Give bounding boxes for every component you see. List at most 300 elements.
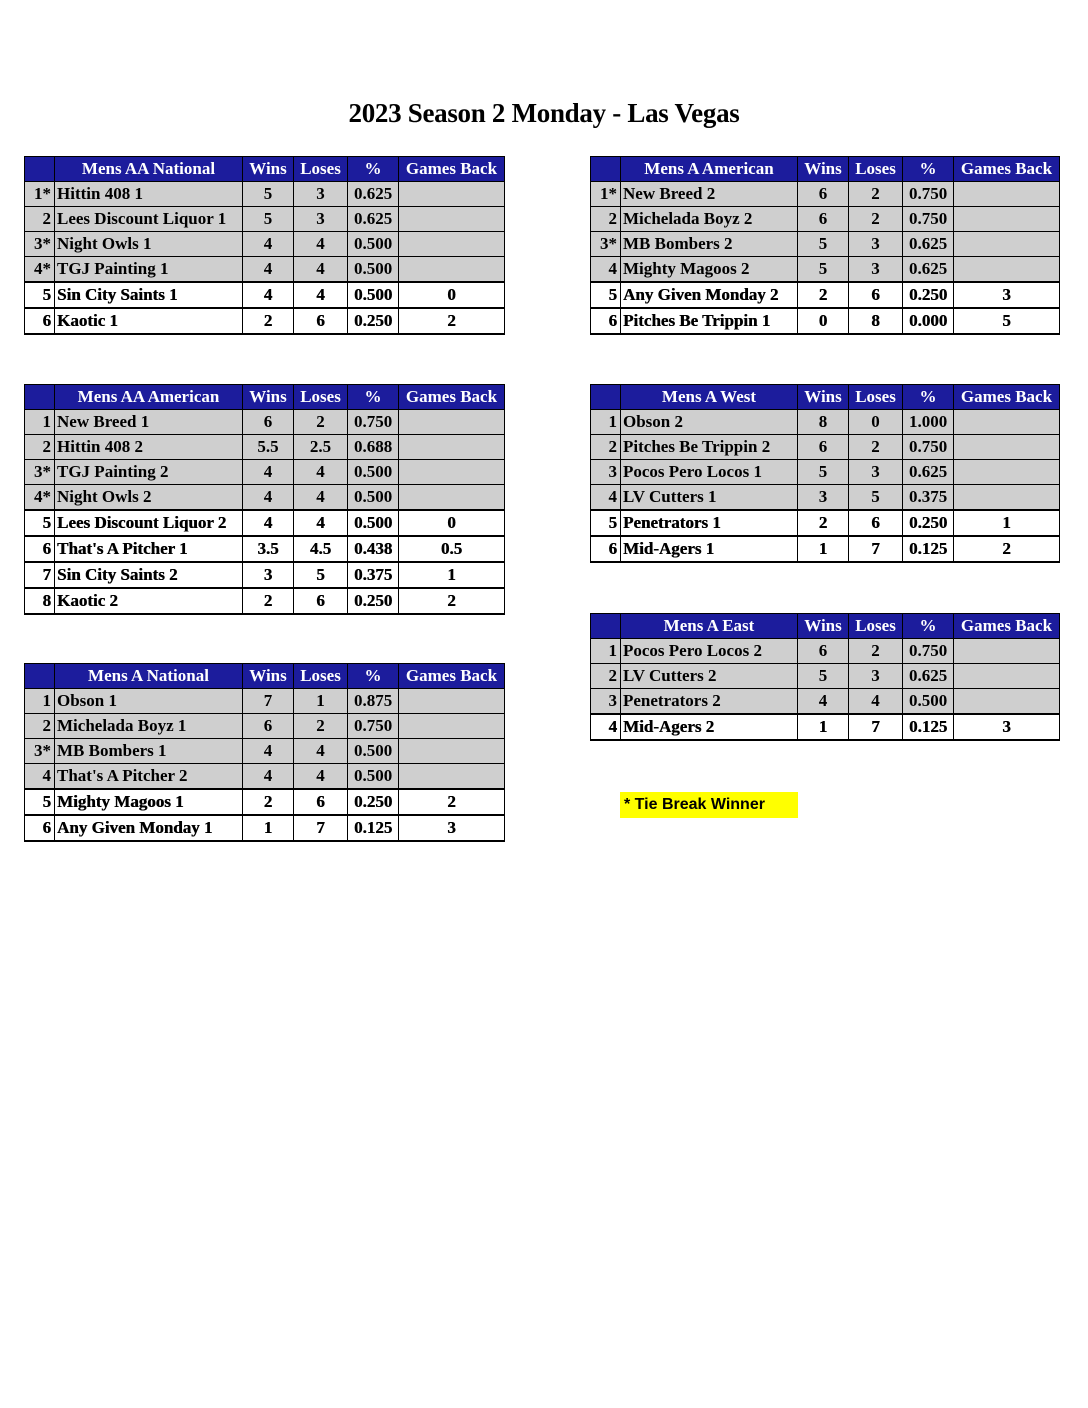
header-loses: Loses [849, 385, 903, 410]
games-back-cell [954, 257, 1060, 283]
rank-cell: 3* [25, 739, 55, 764]
table-header-row [591, 157, 1060, 182]
wins-cell: 5 [798, 460, 849, 485]
header-loses: Loses [849, 157, 903, 182]
wins-cell: 1 [798, 714, 849, 740]
loses-cell: 3 [294, 182, 348, 207]
pct-cell: 0.625 [348, 207, 399, 232]
standings-table-mens-aa-national [24, 156, 505, 335]
rank-cell: 2 [591, 664, 621, 689]
table-row [591, 435, 1060, 460]
pct-cell: 0.375 [903, 485, 954, 511]
wins-cell: 4 [798, 689, 849, 715]
loses-cell: 2 [849, 207, 903, 232]
pct-cell: 0.500 [348, 232, 399, 257]
team-name-cell: Hittin 408 1 [55, 182, 243, 207]
loses-cell: 4 [294, 282, 348, 308]
team-name-cell: Obson 2 [621, 410, 798, 435]
loses-cell: 7 [294, 815, 348, 841]
pct-cell: 0.375 [348, 562, 399, 588]
table-row [591, 510, 1060, 536]
header-rank [25, 157, 55, 182]
team-name-cell: Michelada Boyz 2 [621, 207, 798, 232]
games-back-cell [399, 460, 505, 485]
pct-cell: 0.250 [903, 282, 954, 308]
loses-cell: 7 [849, 714, 903, 740]
rank-cell: 3* [591, 232, 621, 257]
rank-cell: 6 [25, 815, 55, 841]
rank-cell: 3* [25, 460, 55, 485]
header-division: Mens A American [621, 157, 798, 182]
header-division: Mens AA National [55, 157, 243, 182]
wins-cell: 4 [243, 739, 294, 764]
table-row [25, 282, 505, 308]
wins-cell: 3 [243, 562, 294, 588]
team-name-cell: Any Given Monday 1 [55, 815, 243, 841]
loses-cell: 3 [849, 232, 903, 257]
wins-cell: 2 [798, 510, 849, 536]
games-back-cell [954, 485, 1060, 511]
table-header-row [591, 385, 1060, 410]
table-row [25, 714, 505, 739]
rank-cell: 2 [591, 435, 621, 460]
team-name-cell: Mighty Magoos 2 [621, 257, 798, 283]
rank-cell: 2 [25, 435, 55, 460]
wins-cell: 3 [798, 485, 849, 511]
loses-cell: 6 [294, 308, 348, 334]
games-back-cell [954, 460, 1060, 485]
table-row [25, 739, 505, 764]
games-back-cell [399, 764, 505, 790]
standings-table-mens-a-east [590, 613, 1060, 741]
header-wins: Wins [798, 157, 849, 182]
wins-cell: 5 [243, 182, 294, 207]
rank-cell: 5 [25, 282, 55, 308]
table-row [25, 308, 505, 334]
loses-cell: 7 [849, 536, 903, 562]
pct-cell: 0.500 [348, 460, 399, 485]
team-name-cell: Kaotic 1 [55, 308, 243, 334]
standings-table-mens-a-american [590, 156, 1060, 335]
table-row [25, 764, 505, 790]
header-wins: Wins [798, 614, 849, 639]
header-division: Mens A National [55, 664, 243, 689]
team-name-cell: Penetrators 2 [621, 689, 798, 715]
wins-cell: 4 [243, 764, 294, 790]
games-back-cell: 0 [399, 510, 505, 536]
table-header-row [25, 157, 505, 182]
pct-cell: 0.750 [348, 714, 399, 739]
table-row [25, 588, 505, 614]
rank-cell: 1 [591, 410, 621, 435]
table-row [591, 182, 1060, 207]
games-back-cell: 1 [399, 562, 505, 588]
rank-cell: 5 [591, 282, 621, 308]
header-games-back: Games Back [399, 157, 505, 182]
table-row [25, 410, 505, 435]
loses-cell: 3 [849, 460, 903, 485]
pct-cell: 0.500 [348, 739, 399, 764]
games-back-cell: 3 [954, 714, 1060, 740]
loses-cell: 4 [294, 739, 348, 764]
games-back-cell [399, 739, 505, 764]
rank-cell: 6 [591, 536, 621, 562]
standings-table-mens-a-west [590, 384, 1060, 563]
pct-cell: 0.875 [348, 689, 399, 714]
pct-cell: 0.750 [903, 182, 954, 207]
team-name-cell: TGJ Painting 1 [55, 257, 243, 283]
pct-cell: 0.500 [348, 257, 399, 283]
table-row [591, 664, 1060, 689]
games-back-cell: 2 [399, 789, 505, 815]
pct-cell: 0.250 [348, 308, 399, 334]
team-name-cell: MB Bombers 2 [621, 232, 798, 257]
table-row [25, 485, 505, 511]
pct-cell: 0.625 [348, 182, 399, 207]
team-name-cell: MB Bombers 1 [55, 739, 243, 764]
header-pct: % [903, 385, 954, 410]
loses-cell: 3 [849, 664, 903, 689]
header-pct: % [903, 157, 954, 182]
table-row [25, 182, 505, 207]
games-back-cell: 3 [954, 282, 1060, 308]
loses-cell: 5 [849, 485, 903, 511]
games-back-cell: 3 [399, 815, 505, 841]
table-row [25, 435, 505, 460]
table-row [591, 460, 1060, 485]
team-name-cell: Sin City Saints 2 [55, 562, 243, 588]
games-back-cell [399, 207, 505, 232]
games-back-cell [954, 435, 1060, 460]
loses-cell: 4 [294, 232, 348, 257]
header-wins: Wins [798, 385, 849, 410]
header-games-back: Games Back [399, 385, 505, 410]
table-header-row [591, 614, 1060, 639]
loses-cell: 0 [849, 410, 903, 435]
team-name-cell: That's A Pitcher 2 [55, 764, 243, 790]
table-header-row [25, 664, 505, 689]
games-back-cell [954, 639, 1060, 664]
header-pct: % [903, 614, 954, 639]
team-name-cell: Lees Discount Liquor 2 [55, 510, 243, 536]
pct-cell: 0.750 [903, 435, 954, 460]
table-row [591, 714, 1060, 740]
pct-cell: 1.000 [903, 410, 954, 435]
team-name-cell: Night Owls 2 [55, 485, 243, 511]
rank-cell: 2 [25, 207, 55, 232]
rank-cell: 4* [25, 257, 55, 283]
pct-cell: 0.125 [348, 815, 399, 841]
games-back-cell: 2 [399, 588, 505, 614]
loses-cell: 4 [294, 510, 348, 536]
rank-cell: 1 [25, 410, 55, 435]
loses-cell: 2 [294, 714, 348, 739]
pct-cell: 0.750 [348, 410, 399, 435]
header-division: Mens A West [621, 385, 798, 410]
standings-table-mens-a-national [24, 663, 505, 842]
wins-cell: 6 [798, 639, 849, 664]
header-pct: % [348, 157, 399, 182]
header-pct: % [348, 664, 399, 689]
table-row [25, 815, 505, 841]
games-back-cell: 5 [954, 308, 1060, 334]
wins-cell: 2 [243, 308, 294, 334]
header-rank [591, 385, 621, 410]
table-row [25, 789, 505, 815]
header-games-back: Games Back [399, 664, 505, 689]
header-loses: Loses [294, 664, 348, 689]
team-name-cell: Mighty Magoos 1 [55, 789, 243, 815]
loses-cell: 6 [849, 282, 903, 308]
team-name-cell: Kaotic 2 [55, 588, 243, 614]
games-back-cell: 0.5 [399, 536, 505, 562]
rank-cell: 1 [591, 639, 621, 664]
loses-cell: 2.5 [294, 435, 348, 460]
header-wins: Wins [243, 385, 294, 410]
table-row [25, 207, 505, 232]
wins-cell: 6 [798, 435, 849, 460]
table-row [591, 257, 1060, 283]
header-pct: % [348, 385, 399, 410]
games-back-cell: 0 [399, 282, 505, 308]
table-row [591, 207, 1060, 232]
rank-cell: 7 [25, 562, 55, 588]
team-name-cell: Lees Discount Liquor 1 [55, 207, 243, 232]
table-row [591, 282, 1060, 308]
rank-cell: 5 [25, 789, 55, 815]
rank-cell: 1 [25, 689, 55, 714]
games-back-cell [399, 435, 505, 460]
header-division: Mens AA American [55, 385, 243, 410]
games-back-cell [954, 689, 1060, 715]
pct-cell: 0.125 [903, 714, 954, 740]
team-name-cell: New Breed 1 [55, 410, 243, 435]
pct-cell: 0.250 [903, 510, 954, 536]
pct-cell: 0.000 [903, 308, 954, 334]
wins-cell: 6 [243, 410, 294, 435]
rank-cell: 4 [591, 714, 621, 740]
pct-cell: 0.500 [348, 764, 399, 790]
wins-cell: 6 [243, 714, 294, 739]
header-wins: Wins [243, 664, 294, 689]
rank-cell: 1* [25, 182, 55, 207]
games-back-cell [399, 714, 505, 739]
pct-cell: 0.750 [903, 639, 954, 664]
table-row [25, 510, 505, 536]
header-rank [25, 385, 55, 410]
loses-cell: 3 [294, 207, 348, 232]
team-name-cell: Any Given Monday 2 [621, 282, 798, 308]
wins-cell: 4 [243, 257, 294, 283]
wins-cell: 1 [243, 815, 294, 841]
team-name-cell: Pitches Be Trippin 1 [621, 308, 798, 334]
games-back-cell [954, 664, 1060, 689]
loses-cell: 4 [849, 689, 903, 715]
games-back-cell: 2 [954, 536, 1060, 562]
rank-cell: 3 [591, 460, 621, 485]
rank-cell: 4 [25, 764, 55, 790]
games-back-cell [954, 410, 1060, 435]
rank-cell: 2 [25, 714, 55, 739]
rank-cell: 8 [25, 588, 55, 614]
pct-cell: 0.500 [348, 510, 399, 536]
wins-cell: 5 [798, 664, 849, 689]
games-back-cell: 1 [954, 510, 1060, 536]
rank-cell: 6 [25, 536, 55, 562]
table-row [25, 257, 505, 283]
wins-cell: 5 [798, 232, 849, 257]
standings-table-mens-aa-american [24, 384, 505, 615]
team-name-cell: TGJ Painting 2 [55, 460, 243, 485]
pct-cell: 0.500 [348, 485, 399, 511]
pct-cell: 0.500 [348, 282, 399, 308]
games-back-cell [399, 410, 505, 435]
wins-cell: 5 [243, 207, 294, 232]
loses-cell: 5 [294, 562, 348, 588]
team-name-cell: Pitches Be Trippin 2 [621, 435, 798, 460]
table-row [591, 536, 1060, 562]
games-back-cell [954, 182, 1060, 207]
wins-cell: 5 [798, 257, 849, 283]
pct-cell: 0.625 [903, 232, 954, 257]
wins-cell: 4 [243, 460, 294, 485]
wins-cell: 0 [798, 308, 849, 334]
header-wins: Wins [243, 157, 294, 182]
wins-cell: 8 [798, 410, 849, 435]
team-name-cell: Mid-Agers 1 [621, 536, 798, 562]
games-back-cell [399, 257, 505, 283]
team-name-cell: LV Cutters 1 [621, 485, 798, 511]
team-name-cell: Penetrators 1 [621, 510, 798, 536]
header-loses: Loses [294, 385, 348, 410]
pct-cell: 0.250 [348, 789, 399, 815]
tie-break-note: * Tie Break Winner [620, 792, 798, 818]
rank-cell: 3 [591, 689, 621, 715]
loses-cell: 4 [294, 460, 348, 485]
team-name-cell: Pocos Pero Locos 1 [621, 460, 798, 485]
pct-cell: 0.688 [348, 435, 399, 460]
loses-cell: 6 [294, 588, 348, 614]
loses-cell: 4 [294, 257, 348, 283]
loses-cell: 6 [294, 789, 348, 815]
rank-cell: 5 [591, 510, 621, 536]
games-back-cell [954, 232, 1060, 257]
loses-cell: 4 [294, 485, 348, 511]
header-games-back: Games Back [954, 614, 1060, 639]
header-loses: Loses [849, 614, 903, 639]
rank-cell: 4 [591, 257, 621, 283]
table-row [25, 232, 505, 257]
rank-cell: 4 [591, 485, 621, 511]
games-back-cell [954, 207, 1060, 232]
table-row [591, 410, 1060, 435]
games-back-cell [399, 232, 505, 257]
loses-cell: 2 [849, 639, 903, 664]
team-name-cell: Pocos Pero Locos 2 [621, 639, 798, 664]
pct-cell: 0.438 [348, 536, 399, 562]
pct-cell: 0.750 [903, 207, 954, 232]
team-name-cell: Obson 1 [55, 689, 243, 714]
wins-cell: 6 [798, 207, 849, 232]
rank-cell: 4* [25, 485, 55, 511]
wins-cell: 4 [243, 510, 294, 536]
wins-cell: 2 [243, 789, 294, 815]
table-row [591, 639, 1060, 664]
loses-cell: 1 [294, 689, 348, 714]
loses-cell: 8 [849, 308, 903, 334]
page-title: 2023 Season 2 Monday - Las Vegas [348, 98, 740, 128]
pct-cell: 0.500 [903, 689, 954, 715]
wins-cell: 1 [798, 536, 849, 562]
table-row [25, 689, 505, 714]
games-back-cell: 2 [399, 308, 505, 334]
team-name-cell: Night Owls 1 [55, 232, 243, 257]
rank-cell: 5 [25, 510, 55, 536]
header-games-back: Games Back [954, 157, 1060, 182]
wins-cell: 6 [798, 182, 849, 207]
wins-cell: 2 [798, 282, 849, 308]
loses-cell: 2 [294, 410, 348, 435]
team-name-cell: Michelada Boyz 1 [55, 714, 243, 739]
games-back-cell [399, 182, 505, 207]
table-row [591, 308, 1060, 334]
pct-cell: 0.625 [903, 460, 954, 485]
header-loses: Loses [294, 157, 348, 182]
pct-cell: 0.250 [348, 588, 399, 614]
wins-cell: 4 [243, 485, 294, 511]
header-rank [591, 614, 621, 639]
rank-cell: 2 [591, 207, 621, 232]
table-row [25, 460, 505, 485]
wins-cell: 5.5 [243, 435, 294, 460]
rank-cell: 6 [591, 308, 621, 334]
pct-cell: 0.625 [903, 664, 954, 689]
table-row [25, 536, 505, 562]
header-games-back: Games Back [954, 385, 1060, 410]
games-back-cell [399, 689, 505, 714]
pct-cell: 0.125 [903, 536, 954, 562]
table-row [591, 232, 1060, 257]
team-name-cell: Hittin 408 2 [55, 435, 243, 460]
team-name-cell: Mid-Agers 2 [621, 714, 798, 740]
wins-cell: 2 [243, 588, 294, 614]
team-name-cell: Sin City Saints 1 [55, 282, 243, 308]
rank-cell: 1* [591, 182, 621, 207]
table-row [591, 689, 1060, 715]
rank-cell: 6 [25, 308, 55, 334]
table-header-row [25, 385, 505, 410]
header-division: Mens A East [621, 614, 798, 639]
wins-cell: 4 [243, 282, 294, 308]
games-back-cell [399, 485, 505, 511]
loses-cell: 4 [294, 764, 348, 790]
header-rank [591, 157, 621, 182]
table-row [25, 562, 505, 588]
wins-cell: 4 [243, 232, 294, 257]
table-row [591, 485, 1060, 511]
loses-cell: 2 [849, 182, 903, 207]
loses-cell: 2 [849, 435, 903, 460]
team-name-cell: That's A Pitcher 1 [55, 536, 243, 562]
team-name-cell: New Breed 2 [621, 182, 798, 207]
wins-cell: 7 [243, 689, 294, 714]
loses-cell: 6 [849, 510, 903, 536]
loses-cell: 4.5 [294, 536, 348, 562]
header-rank [25, 664, 55, 689]
rank-cell: 3* [25, 232, 55, 257]
team-name-cell: LV Cutters 2 [621, 664, 798, 689]
loses-cell: 3 [849, 257, 903, 283]
